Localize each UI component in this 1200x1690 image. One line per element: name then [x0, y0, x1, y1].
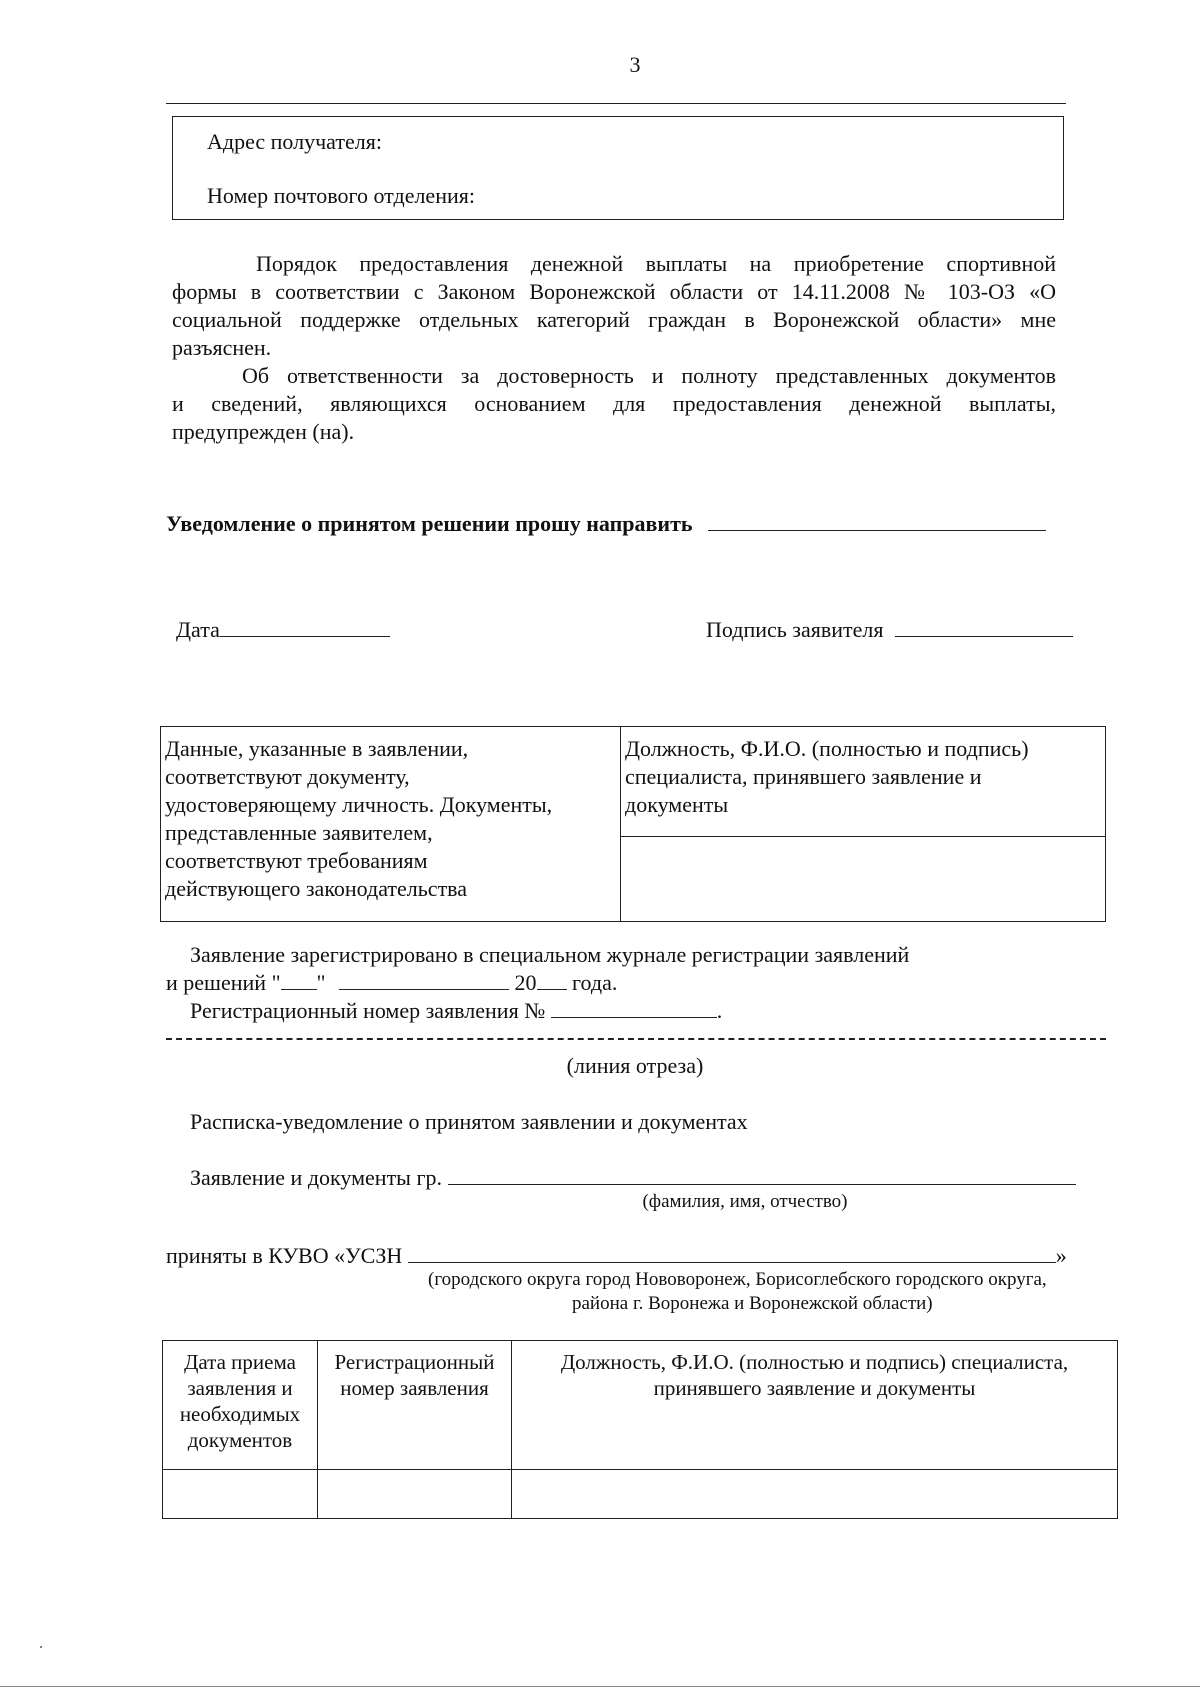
top-rule	[166, 103, 1066, 104]
paragraph1-line1: Порядок предоставления денежной выплаты на приобретение спортивной	[256, 251, 1056, 276]
signature-label: Подпись заявителя	[706, 617, 884, 642]
documents-of-label: Заявление и документы гр.	[190, 1165, 442, 1190]
registration-day-blank[interactable]	[281, 969, 317, 990]
page-number: 3	[629, 52, 641, 77]
documents-of-line	[190, 1164, 1076, 1192]
receipt-date-header-line: необходимых	[179, 1402, 301, 1426]
receipt-specialist-cell[interactable]	[512, 1470, 1118, 1519]
address-box	[172, 116, 1064, 220]
date-label: Дата	[176, 617, 220, 642]
explanation-paragraph	[172, 250, 1056, 362]
receipt-specialist-header-line: Должность, Ф.И.О. (полностью и подпись) специалиста,	[560, 1350, 1069, 1374]
receipt-date-header-line: заявления и	[187, 1376, 293, 1400]
receipt-number-header	[318, 1341, 512, 1470]
cut-line-label: (линия отреза)	[566, 1053, 704, 1078]
registration-line1: Заявление зарегистрировано в специальном журнале регистрации заявлений	[190, 942, 910, 967]
full-name-caption: (фамилия, имя, отчество)	[642, 1191, 848, 1212]
receipt-date-header	[163, 1341, 318, 1470]
receipt-date-cell[interactable]	[163, 1470, 318, 1519]
date-blank[interactable]	[220, 616, 390, 637]
registration-number-label: Регистрационный номер заявления №	[190, 998, 546, 1023]
registration-month-blank[interactable]	[339, 969, 509, 990]
district-blank[interactable]	[408, 1242, 1056, 1263]
receipt-specialist-header-line: принявшего заявление и документы	[653, 1376, 976, 1400]
registration-line2	[166, 969, 617, 997]
receipt-title: Расписка-уведомление о принятом заявлении и документах	[190, 1109, 748, 1134]
receipt-specialist-header	[512, 1341, 1118, 1470]
scan-speck	[40, 1646, 42, 1648]
post-office-label: Номер почтового отделения:	[207, 183, 475, 208]
paragraph2-line1: Об ответственности за достоверность и полноту представленных документов	[242, 363, 1056, 388]
receipt-number-header-line: номер заявления	[340, 1376, 489, 1400]
paragraph1-line4: разъяснен.	[172, 335, 272, 360]
specialist-line: документы	[625, 792, 729, 817]
paragraph1-line2: формы в соответствии с Законом Воронежской области от 14.11.2008 № 103-ОЗ «О	[172, 279, 1056, 304]
verification-line: соответствуют требованиям	[165, 848, 428, 873]
verification-table	[160, 726, 1106, 922]
receipt-number-cell[interactable]	[318, 1470, 512, 1519]
registration-year-blank[interactable]	[537, 969, 567, 990]
paragraph2-line3: предупрежден (на).	[172, 419, 355, 444]
receipt-number-header-line: Регистрационный	[334, 1350, 495, 1374]
notification-line	[166, 510, 1046, 537]
registration-quote: "	[316, 970, 326, 995]
receipt-date-header-line: Дата приема	[184, 1350, 296, 1374]
verification-line: Данные, указанные в заявлении,	[165, 736, 469, 761]
registration-number-period: .	[716, 998, 723, 1023]
registration-year: 20	[514, 970, 537, 995]
cut-line	[166, 1038, 1106, 1040]
date-line	[176, 616, 390, 644]
verification-statement-cell	[161, 727, 621, 922]
registration-number-blank[interactable]	[551, 997, 717, 1018]
specialist-line: Должность, Ф.И.О. (полностью и подпись)	[625, 736, 1029, 761]
verification-line: соответствуют документу,	[165, 764, 410, 789]
accepted-line	[166, 1242, 1067, 1270]
receipt-date-header-line: документов	[187, 1428, 293, 1452]
district-caption-line1: (городского округа город Нововоронеж, Борисоглебского городского округа,	[428, 1269, 1047, 1290]
full-name-blank[interactable]	[448, 1164, 1076, 1185]
paragraph1-line3: социальной поддержке отдельных категорий граждан в Воронежской области» мне	[172, 307, 1056, 332]
paragraph2-line2: и сведений, являющихся основанием для предоставления денежной выплаты,	[172, 391, 1056, 416]
verification-line: удостоверяющему личность. Документы,	[165, 792, 553, 817]
specialist-header-cell	[621, 727, 1106, 837]
receipt-table	[162, 1340, 1118, 1519]
page-bottom-edge	[0, 1686, 1200, 1687]
recipient-address-label: Адрес получателя:	[207, 129, 382, 154]
verification-line: представленные заявителем,	[165, 820, 433, 845]
signature-blank[interactable]	[895, 616, 1073, 637]
specialist-line: специалиста, принявшего заявление и	[625, 764, 982, 789]
verification-line: действующего законодательства	[165, 876, 468, 901]
notification-label: Уведомление о принятом решении прошу направить	[166, 511, 693, 536]
accepted-prefix: приняты в КУВО «УСЗН	[166, 1243, 403, 1268]
specialist-signature-cell[interactable]	[621, 837, 1106, 922]
notification-blank[interactable]	[708, 510, 1046, 531]
registration-date-prefix: и решений "	[166, 970, 281, 995]
district-caption-line2: района г. Воронежа и Воронежской области)	[572, 1293, 933, 1314]
registration-suffix: года.	[572, 970, 618, 995]
registration-line3	[190, 997, 722, 1025]
signature-line	[706, 616, 1073, 644]
accepted-suffix: »	[1055, 1243, 1067, 1268]
responsibility-paragraph	[172, 362, 1056, 446]
